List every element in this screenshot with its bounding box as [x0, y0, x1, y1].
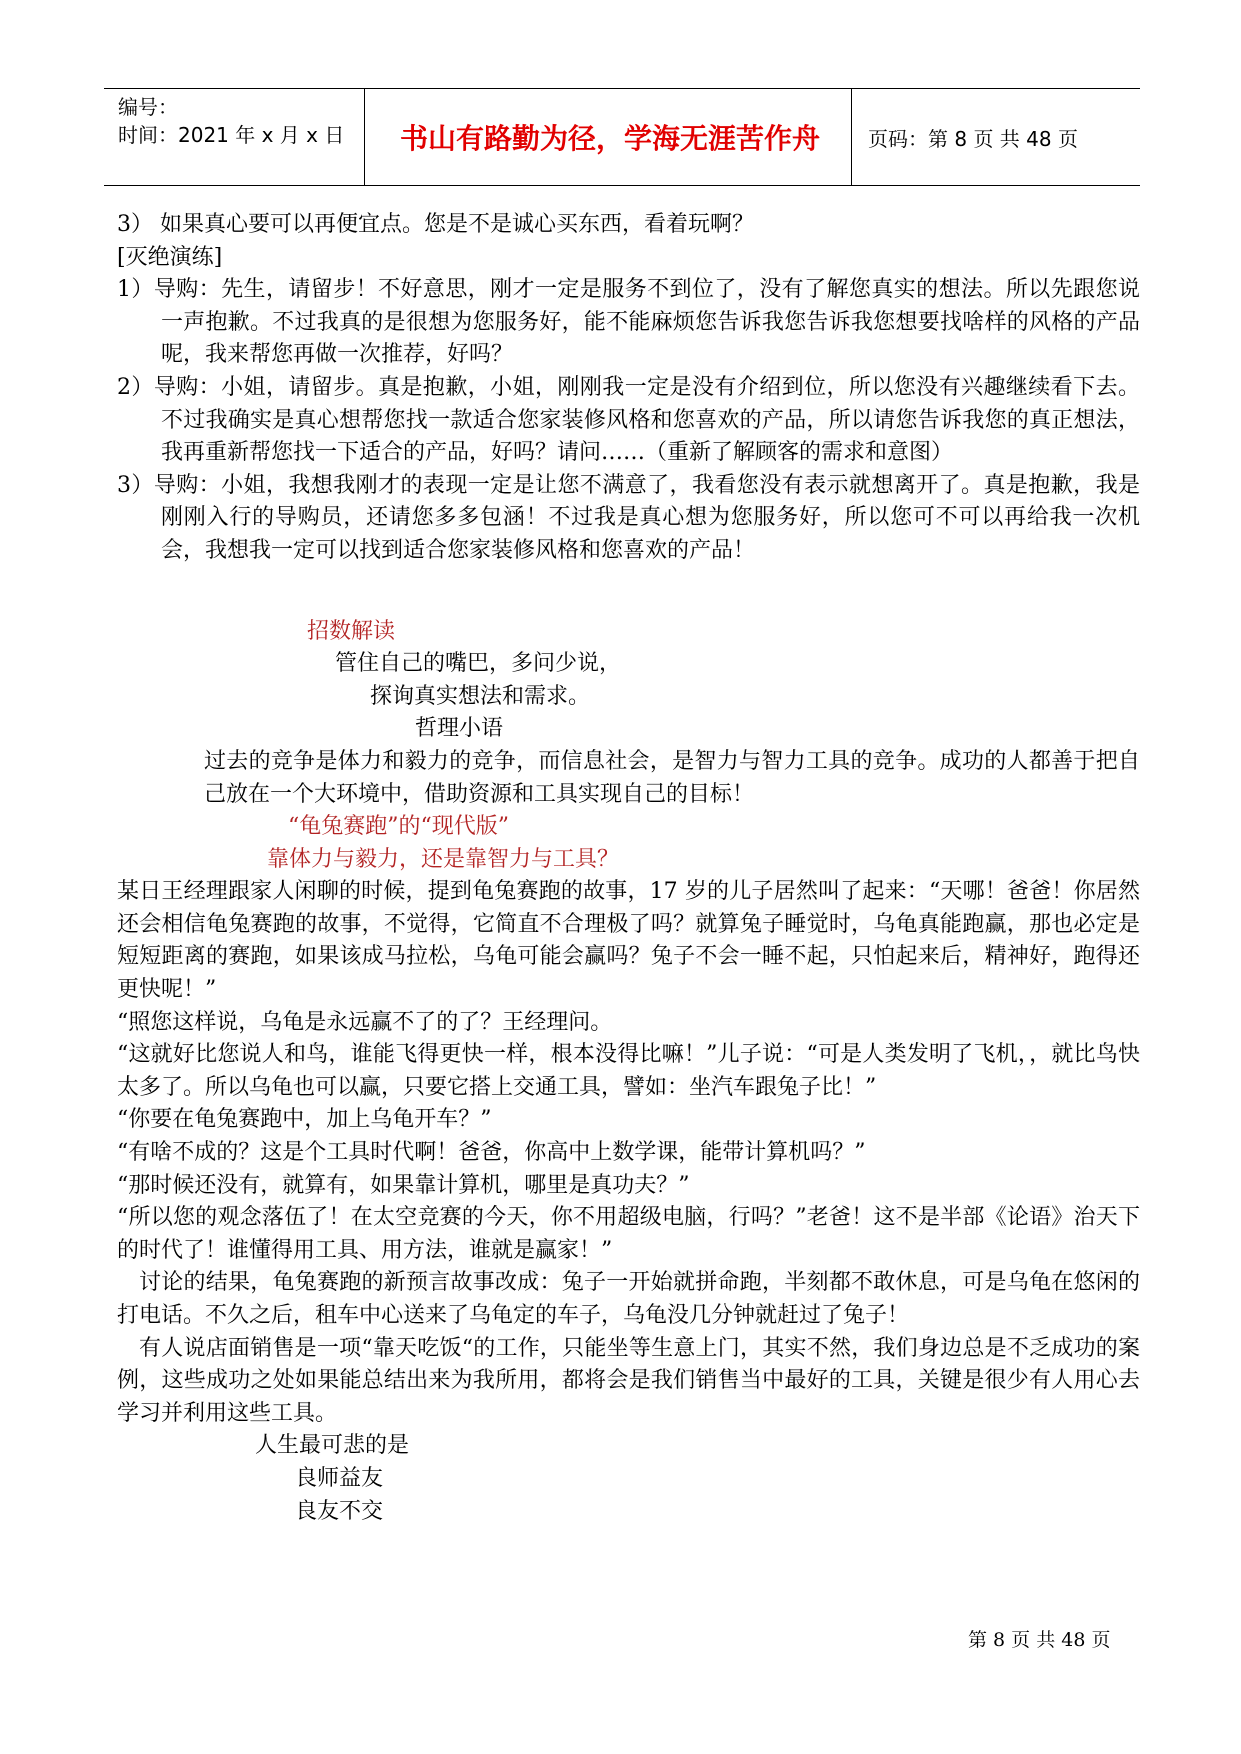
- section-title: [灭绝演练]: [117, 244, 223, 270]
- page-footer: 第 8 页 共 48 页: [968, 1629, 1111, 1651]
- document-body: [117, 209, 1140, 1528]
- wisdom-title: 哲理小语: [415, 716, 504, 742]
- story-subtitle: 靠体力与毅力，还是靠智力与工具？: [267, 846, 620, 872]
- document-number-label: 编号：: [118, 95, 178, 119]
- story-paragraph: 有人说店面销售是一项“靠天吃饭“的工作，只能坐等生意上门，其实不然，我们身边总是不乏成功的案例，这些成功之处如果能总结出来为我所用，都将会是我们销售当中最好的工具，关键是很少有人用心去学习并利用这些工具。: [117, 1335, 1140, 1426]
- header-page-number: 页码：第 8 页 共 48 页: [868, 126, 1078, 151]
- page-header: [104, 88, 1140, 186]
- header-motto: 书山有路勤为径，学海无涯苦作舟: [399, 122, 820, 155]
- story-paragraph: 讨论的结果，龟兔赛跑的新预言故事改成：兔子一开始就拼命跑，半刻都不敢休息，可是乌龟在悠闲的打电话。不久之后，租车中心送来了乌龟定的车子，乌龟没几分钟就赶过了兔子！: [117, 1270, 1140, 1328]
- story-paragraph: “所以您的观念落伍了！在太空竞赛的今天，你不用超级电脑，行吗？”老爸！这不是半部《论语》治天下的时代了！谁懂得用工具、用方法，谁就是赢家！”: [117, 1205, 1140, 1263]
- wisdom-text: 过去的竞争是体力和毅力的竞争，而信息社会，是智力与智力工具的竞争。成功的人都善于把自己放在一个大环境中，借助资源和工具实现自己的目标！: [204, 748, 1140, 807]
- tips-title: 招数解读: [307, 618, 396, 644]
- tips-line: 探询真实想法和需求。: [370, 683, 591, 709]
- list-item: 2）导购：小姐，请留步。真是抱歉，小姐，刚刚我一定是没有介绍到位，所以您没有兴趣继续看下去。不过我确实是真心想帮您找一款适合您家装修风格和您喜欢的产品，所以请您告诉我您的真正想法，我再重新帮您找一下适合的产品，好吗？请问……（重新了解顾客的需求和意图）: [117, 374, 1140, 466]
- story-paragraph: “照您这样说，乌龟是永远赢不了的了？王经理问。: [117, 1009, 613, 1035]
- story-paragraph: “有啥不成的？这是个工具时代啊！爸爸，你高中上数学课，能带计算机吗？”: [117, 1140, 866, 1166]
- story-paragraph: “那时候还没有，就算有，如果靠计算机，哪里是真功夫？”: [117, 1172, 690, 1198]
- document-time-label: 时间：2021 年 x 月 x 日: [118, 123, 345, 147]
- spacer: [117, 568, 1140, 616]
- poem-line: 良师益友: [295, 1465, 384, 1491]
- story-paragraph: “这就好比您说人和鸟，谁能飞得更快一样，根本没得比嘛！”儿子说：“可是人类发明了飞机，，就比鸟快太多了。所以乌龟也可以赢，只要它搭上交通工具，譬如：坐汽车跟兔子比！”: [117, 1042, 1140, 1100]
- list-item: 1）导购：先生，请留步！不好意思，刚才一定是服务不到位了，没有了解您真实的想法。所以先跟您说一声抱歉。不过我真的是很想为您服务好，能不能麻烦您告诉我您告诉我您想要找啥样的风格的产品呢，我来帮您再做一次推荐，好吗？: [117, 277, 1140, 368]
- header-divider: [851, 89, 852, 185]
- header-meta: [118, 89, 358, 185]
- poem-line: 人生最可悲的是: [255, 1433, 410, 1459]
- tips-line: 管住自己的嘴巴，多问少说，: [335, 651, 622, 677]
- header-divider: [364, 89, 365, 185]
- poem-line: 良友不交: [295, 1498, 384, 1524]
- story-paragraph: 某日王经理跟家人闲聊的时候，提到龟兔赛跑的故事，17 岁的儿子居然叫了起来：“天哪！爸爸！你居然还会相信龟兔赛跑的故事，不觉得，它简直不合理极了吗？就算兔子睡觉时，乌龟真能跑赢，那也必定是短短距离的赛跑，如果该成马拉松，乌龟可能会赢吗？兔子不会一睡不起，只怕起来后，精神好，跑得还更快呢！”: [117, 879, 1140, 1003]
- list-item: 3）导购：小姐，我想我刚才的表现一定是让您不满意了，我看您没有表示就想离开了。真是抱歉，我是刚刚入行的导购员，还请您多多包涵！不过我是真心想为您服务好，所以您可不可以再给我一次机会，我想我一定可以找到适合您家装修风格和您喜欢的产品！: [117, 472, 1140, 563]
- story-title: “龟兔赛跑”的“现代版”: [288, 814, 509, 840]
- body-line: 3） 如果真心要可以再便宜点。您是不是诚心买东西，看着玩啊？: [117, 212, 754, 237]
- story-paragraph: “你要在龟兔赛跑中，加上乌龟开车？”: [117, 1107, 492, 1133]
